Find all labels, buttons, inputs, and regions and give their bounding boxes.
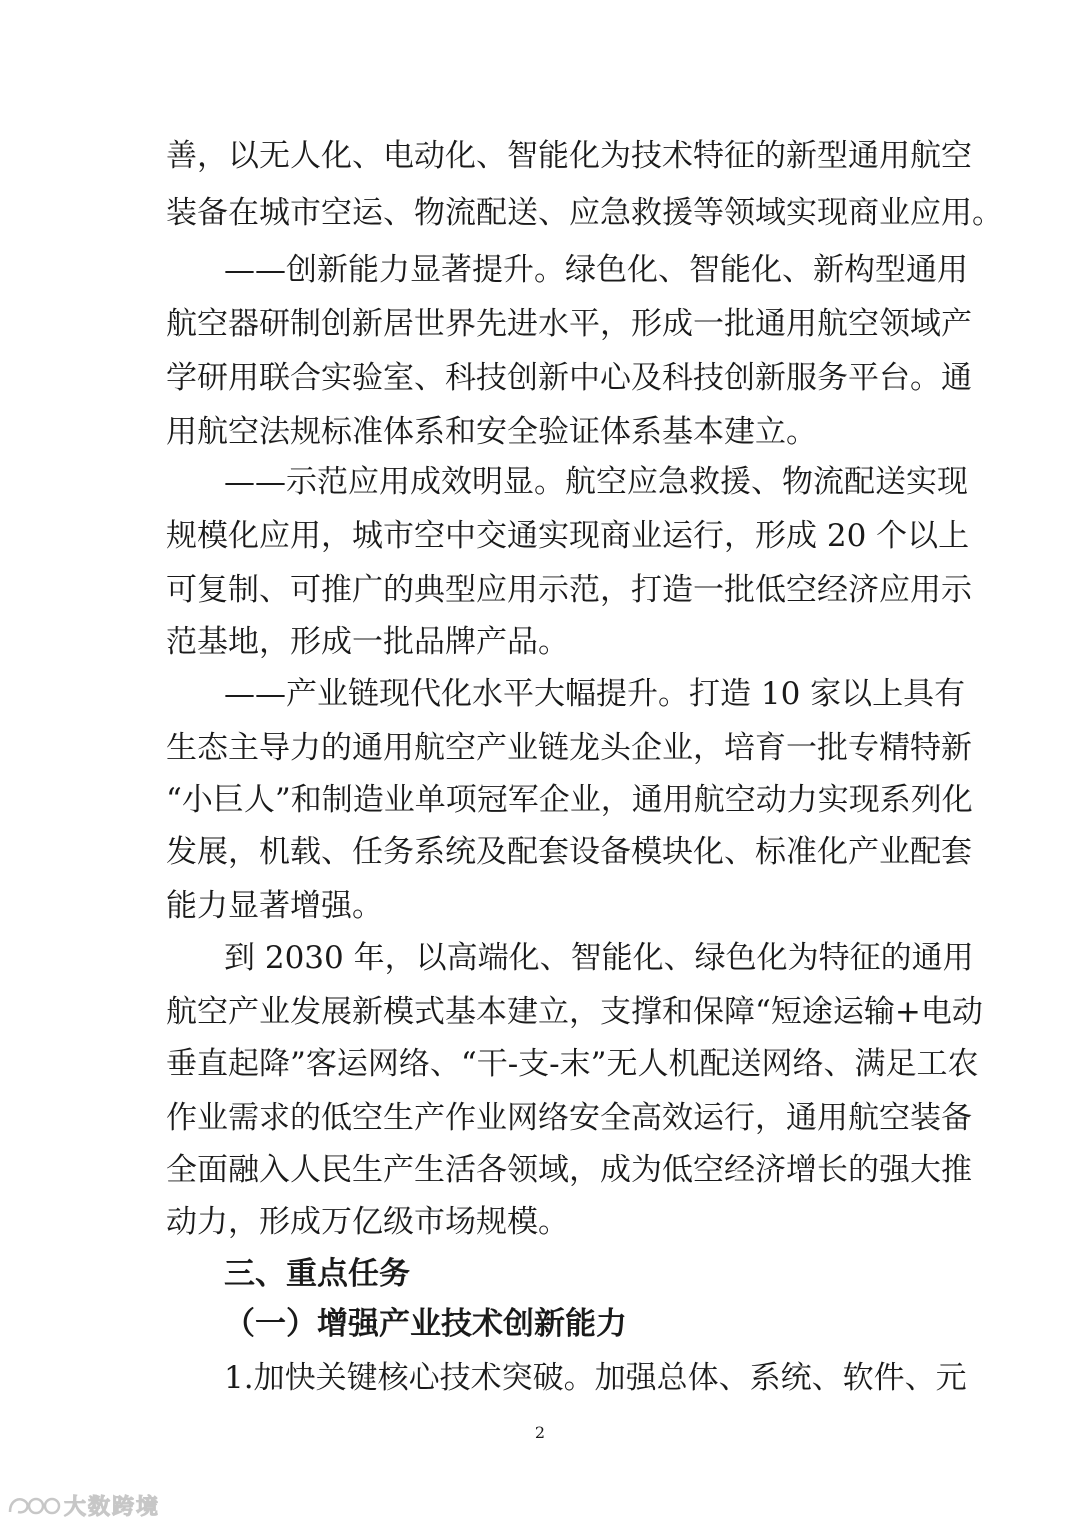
paragraph-line: 垂直起降”客运网络、“干-支-末”无人机配送网络、满足工农 [166, 1046, 979, 1082]
paragraph-line: 可复制、可推广的典型应用示范，打造一批低空经济应用示 [166, 572, 972, 608]
paragraph-line: 规模化应用，城市空中交通实现商业运行，形成 20 个以上 [166, 518, 970, 554]
paragraph-line: 生态主导力的通用航空产业链龙头企业，培育一批专精特新 [166, 730, 972, 766]
paragraph-line: 全面融入人民生产生活各领域，成为低空经济增长的强大推 [166, 1152, 972, 1188]
paragraph-line: “小巨人”和制造业单项冠军企业，通用航空动力实现系列化 [166, 782, 973, 818]
subsection-heading: （一）增强产业技术创新能力 [224, 1306, 627, 1342]
paragraph-line: 发展，机载、任务系统及配套设备模块化、标准化产业配套 [166, 834, 972, 870]
paragraph-line: 能力显著增强。 [166, 888, 383, 924]
page-number: 2 [534, 1423, 546, 1442]
paragraph-line: 装备在城市空运、物流配送、应急救援等领域实现商业应用。 [166, 195, 1003, 231]
paragraph-line: 航空产业发展新模式基本建立，支撑和保障“短途运输+电动 [166, 994, 983, 1030]
paragraph-line: 作业需求的低空生产作业网络安全高效运行，通用航空装备 [166, 1100, 972, 1136]
paragraph-line: 学研用联合实验室、科技创新中心及科技创新服务平台。通 [166, 360, 972, 396]
paragraph-line: ——产业链现代化水平大幅提升。打造 10 家以上具有 [224, 676, 966, 712]
paragraph-line: 1.加快关键核心技术突破。加强总体、系统、软件、元 [224, 1360, 967, 1396]
section-heading: 三、重点任务 [224, 1256, 410, 1292]
paragraph-line: 动力，形成万亿级市场规模。 [166, 1204, 569, 1240]
paragraph-line: 到 2030 年，以高端化、智能化、绿色化为特征的通用 [224, 940, 974, 976]
paragraph-line: ——创新能力显著提升。绿色化、智能化、新构型通用 [224, 252, 968, 288]
paragraph-line: 善，以无人化、电动化、智能化为技术特征的新型通用航空 [166, 138, 972, 174]
paragraph-line: 范基地，形成一批品牌产品。 [166, 624, 569, 660]
paragraph-line: 航空器研制创新居世界先进水平，形成一批通用航空领域产 [166, 306, 972, 342]
paragraph-line: ——示范应用成效明显。航空应急救援、物流配送实现 [224, 464, 968, 500]
watermark [6, 1488, 160, 1522]
paragraph-line: 用航空法规标准体系和安全验证体系基本建立。 [166, 414, 817, 450]
watermark-text: 大数跨境 [64, 1494, 161, 1520]
watermark-logo-icon [6, 1492, 64, 1518]
